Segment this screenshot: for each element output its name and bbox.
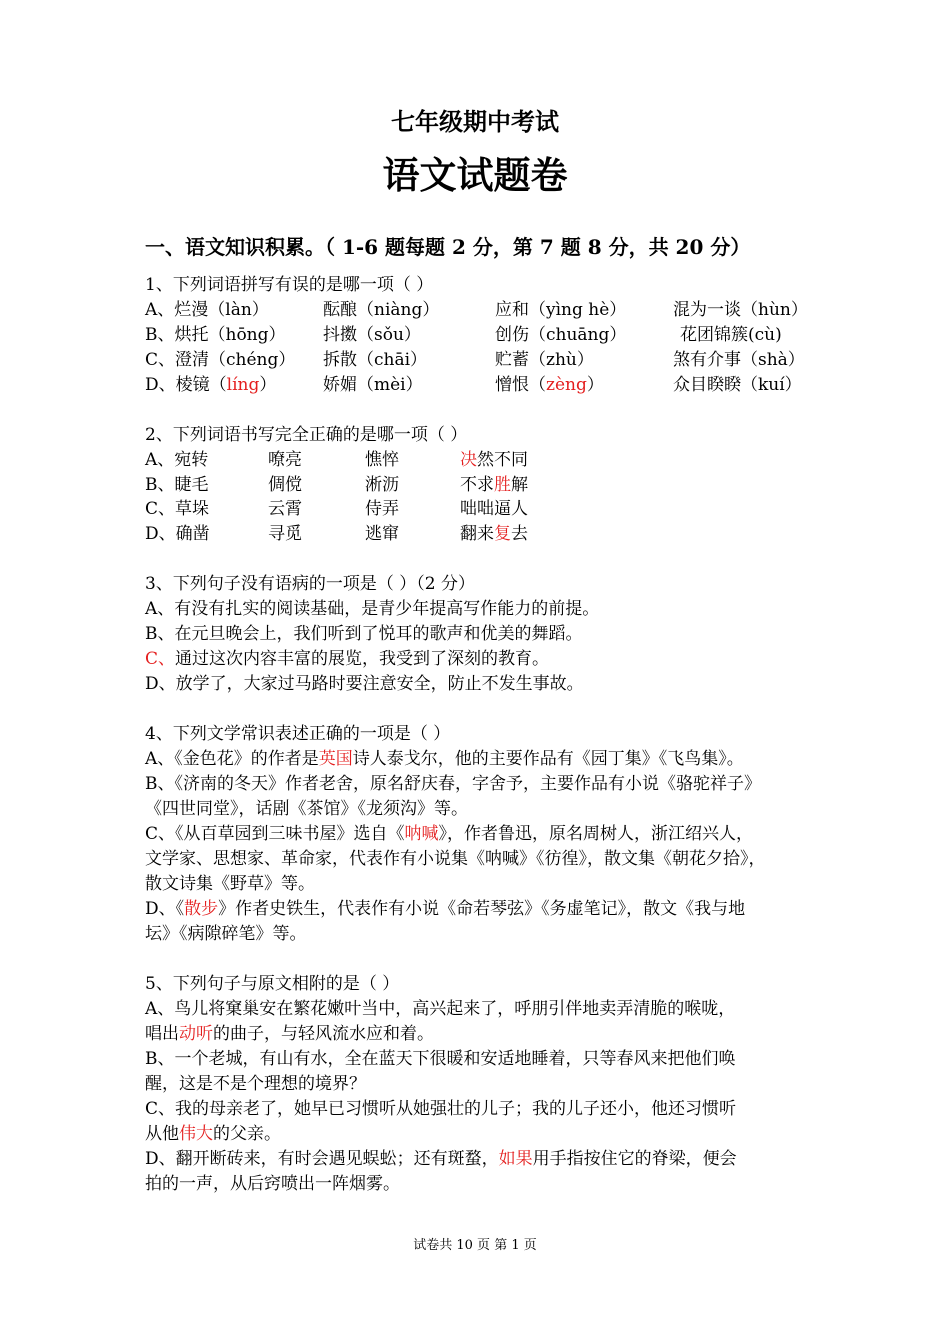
exam-title: 七年级期中考试	[391, 107, 559, 136]
q2-option-a-highlight: 决	[460, 450, 477, 470]
q1-option-d: D、棱镜（líng）	[145, 375, 277, 395]
q4-option-c-cont1: 文学家、思想家、革命家，代表作有小说集《呐喊》《彷徨》，散文集《朝花夕拾》，	[145, 849, 766, 869]
q1-option-a-item4: 混为一谈（hùn）	[673, 300, 808, 320]
q1-option-d-item4: 众目睽睽（kuí）	[673, 375, 802, 395]
paper-title: 语文试题卷	[382, 153, 568, 197]
q2-option-b-item4: 不求胜解	[460, 475, 528, 495]
q1-option-d-highlight: líng	[226, 375, 260, 395]
q5-option-a-cont: 唱出动听的曲子，与轻风流水应和着。	[145, 1024, 434, 1044]
q4-option-c: C、《从百草园到三味书屋》选自《呐喊》，作者鲁迅，原名周树人，浙江绍兴人，	[145, 824, 754, 844]
q1-option-c-item4: 煞有介事（shà）	[673, 350, 805, 370]
q1-option-b-item4: 花团锦簇(cù)	[680, 325, 782, 345]
q2-option-d-item2: 寻觅	[268, 524, 302, 544]
q5-option-b-cont: 醒，这是不是个理想的境界？	[145, 1074, 366, 1094]
q5-option-c-highlight: 伟大	[179, 1124, 213, 1144]
q1-option-a: A、烂漫（làn）	[145, 300, 269, 320]
q2-option-a-item4: 决然不同	[460, 450, 528, 470]
q4-option-d: D、《散步》作者史铁生，代表作有小说《命若琴弦》《务虚笔记》，散文《我与地	[145, 899, 746, 919]
q1-option-a-item2: 酝酿（niàng）	[323, 300, 440, 320]
q4-option-a-highlight: 英国	[318, 749, 353, 769]
q2-option-c-item2: 云霄	[268, 499, 302, 519]
q3-option-d: D、放学了，大家过马路时要注意安全，防止不发生事故。	[145, 674, 584, 694]
q1-option-d-item2: 娇媚（mèi）	[323, 375, 423, 395]
q1-option-c-item3: 贮蓄（zhù）	[495, 350, 594, 370]
q2-option-b: B、睫毛	[145, 475, 209, 495]
q1-option-b-item3: 创伤（chuāng）	[495, 325, 627, 345]
q3-option-c-label: C、	[145, 649, 176, 669]
q2-option-d-item4: 翻来复去	[460, 524, 528, 544]
q2-option-a-item2: 嘹亮	[268, 450, 302, 470]
q1-option-b-item2: 抖擞（sǒu）	[323, 325, 421, 345]
q3-option-b: B、在元旦晚会上，我们听到了悦耳的歌声和优美的舞蹈。	[145, 624, 583, 644]
q4-option-a: A、《金色花》的作者是英国诗人泰戈尔，他的主要作品有《园丁集》《飞鸟集》。	[145, 749, 744, 769]
q4-option-c-cont2: 散文诗集《野草》等。	[145, 874, 315, 894]
q2-option-b-item3: 淅沥	[365, 475, 399, 495]
q2-option-a-item3: 憔悴	[365, 450, 399, 470]
q4-option-c-highlight: 呐喊	[404, 824, 439, 844]
q1-option-c: C、澄清（chéng）	[145, 350, 296, 370]
q2-option-c-item3: 侍弄	[365, 499, 399, 519]
page-footer: 试卷共 10 页 第 1 页	[413, 1238, 537, 1253]
q1-stem: 1、下列词语拼写有误的是哪一项（ ）	[145, 275, 434, 295]
q2-option-a: A、宛转	[145, 450, 209, 470]
q1-option-b: B、烘托（hōng）	[145, 325, 286, 345]
q4-option-b-cont: 《四世同堂》，话剧《茶馆》《龙须沟》等。	[145, 799, 468, 819]
q1-option-d-item3: 憎恨（zèng）	[495, 375, 604, 395]
q3-option-a: A、有没有扎实的阅读基础，是青少年提高写作能力的前提。	[145, 599, 600, 619]
q1-option-c-item2: 拆散（chāi）	[323, 350, 428, 370]
q5-option-d-cont: 拍的一声，从后窍喷出一阵烟雾。	[145, 1174, 400, 1194]
q2-option-b-highlight: 胜	[494, 475, 511, 495]
q2-option-d-item3: 逃窜	[365, 524, 399, 544]
q3-stem: 3、下列句子没有语病的一项是（ ）（2 分）	[145, 574, 475, 594]
q5-option-c-cont: 从他伟大的父亲。	[145, 1124, 281, 1144]
section-heading: 一、语文知识积累。（ 1-6 题每题 2 分，第 7 题 8 分，共 20 分）	[145, 235, 751, 259]
q3-option-c: C、通过这次内容丰富的展览，我受到了深刻的教育。	[145, 649, 550, 669]
q1-option-a-item3: 应和（yìng hè）	[495, 300, 627, 320]
q2-option-d: D、确凿	[145, 524, 210, 544]
q4-stem: 4、下列文学常识表述正确的一项是（ ）	[145, 724, 451, 744]
q2-option-c: C、草垛	[145, 499, 210, 519]
q5-option-d: D、翻开断砖来，有时会遇见蜈蚣；还有斑蝥，如果用手指按住它的脊梁，便会	[145, 1149, 737, 1169]
q2-stem: 2、下列词语书写完全正确的是哪一项（ ）	[145, 425, 468, 445]
q4-option-d-highlight: 散步	[184, 899, 219, 919]
q2-option-d-highlight: 复	[494, 524, 511, 544]
q4-option-b: B、《济南的冬天》作者老舍，原名舒庆春，字舍予，主要作品有小说《骆驼祥子》	[145, 774, 761, 794]
q5-option-b: B、一个老城，有山有水，全在蓝天下很暖和安适地睡着，只等春风来把他们唤	[145, 1049, 736, 1069]
q5-option-a: A、鸟儿将窠巢安在繁花嫩叶当中，高兴起来了，呼朋引伴地卖弄清脆的喉咙，	[145, 999, 736, 1019]
q5-option-c: C、我的母亲老了，她早已习惯听从她强壮的儿子；我的儿子还小，他还习惯听	[145, 1099, 737, 1119]
q4-option-d-cont: 坛》《病隙碎笔》等。	[145, 924, 307, 944]
q5-option-a-highlight: 动听	[179, 1024, 213, 1044]
q2-option-b-item2: 倜傥	[268, 475, 302, 495]
q5-option-d-highlight: 如果	[498, 1149, 533, 1169]
q1-option-d-item3-highlight: zèng	[546, 375, 587, 395]
q5-stem: 5、下列句子与原文相附的是（ ）	[145, 974, 400, 994]
q2-option-c-item4: 咄咄逼人	[460, 499, 528, 519]
